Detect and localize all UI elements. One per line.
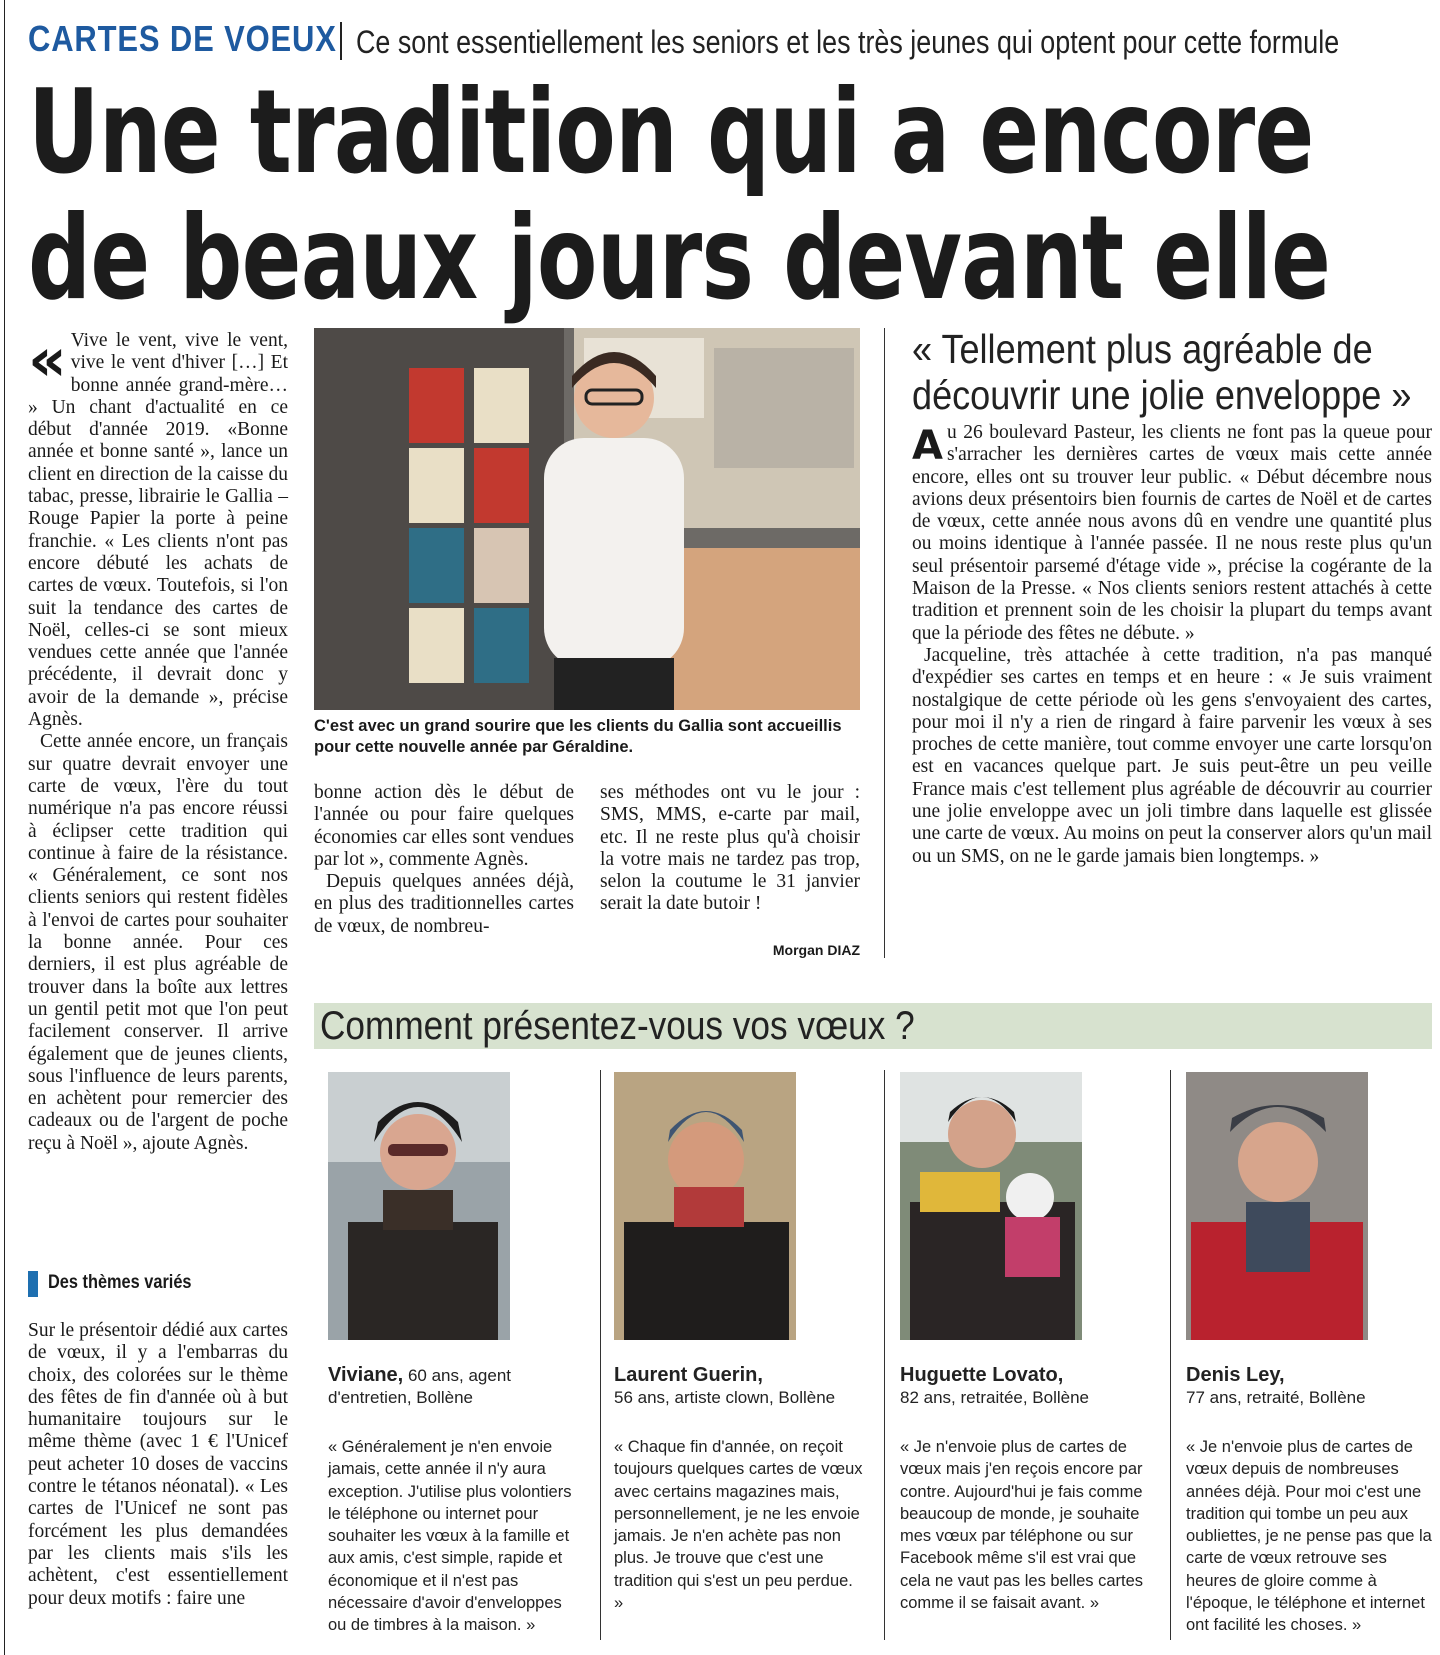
main-photo xyxy=(314,328,860,710)
drop-cap: A xyxy=(912,423,943,469)
article-column-2 xyxy=(314,782,574,938)
portrait-huguette-illustration xyxy=(900,1072,1082,1340)
person-1-info: 60 ans, agent d'entretien, Bollène xyxy=(328,1366,511,1407)
column-1-paragraph-2: Cette année encore, un français sur quatre devrait envoyer une carte de vœux, l'ère du tout numérique n'a pas encore réussi à éclipser cette tradition qui continue à faire de la résistance. « Généralement, ce sont nos clients seniors qui restent fidèles à l'envoi de cartes pour souhaiter la bonne année. Pour ces derniers, il est plus agréable de trouver dans la boîte aux lettres un gentil petit mot que l'on peut facilement conserver. Il arrive également que de jeunes clients, sous l'influence de leurs parents, en achètent pour remercier des cadeaux ou de l'argent de poche reçu à Noël », ajoute Agnès. xyxy=(28,731,288,1154)
article-column-3 xyxy=(600,782,860,916)
right-article xyxy=(912,422,1432,868)
right-column-divider xyxy=(884,328,885,958)
column-1-paragraph-1: « Vive le vent, vive le vent, vive le vent d'hiver […] Et bonne année grand-mère… » Un chant d'actualité en ce début d'année 2019. «Bonne année et bonne santé », lance un client en direction de la caisse du tabac, presse, librairie le Gallia – Rouge Papier la porte à peine franchie. « Les clients n'ont pas encore débuté les achats de cartes de vœux. Toutefois, si l'on suit la tendance des cartes de Noël, celles-ci se sont mieux vendues cette année que l'année précédente, il devrait donc y avoir de la demande », précise Agnès. xyxy=(28,325,288,731)
quote-headline-line-1: « Tellement plus agréable de xyxy=(912,326,1373,372)
column-2-paragraph-2: Depuis quelques années déjà, en plus des traditionnelles cartes de vœux, de nombreu- xyxy=(314,871,574,937)
vox-banner-title: Comment présentez-vous vos vœux ? xyxy=(320,1004,915,1048)
kicker-divider xyxy=(340,22,342,60)
portrait-laurent-illustration xyxy=(614,1072,796,1340)
vox-divider-3 xyxy=(1170,1070,1171,1640)
headline-line-1: Une tradition qui a encore xyxy=(28,65,1314,200)
column-1-paragraph-3: Sur le présentoir dédié aux cartes de vœux, il y a l'embarras du choix, des colorées sur le thème des fêtes de fin d'année où à but humanitaire toujours sur le même thème (avec 1 € l'Unicef peut acheter 10 doses de vaccins contre le tétanos néonatal). « Les cartes de l'Unicef ne sont pas forcément les plus demandées par les clients mais s'ils les achètent, c'est essentiellement pour deux motifs : faire une xyxy=(28,1320,288,1609)
person-4-name-text: Denis Ley, xyxy=(1186,1364,1285,1386)
person-2-name xyxy=(614,1364,864,1409)
quote-headline-line-2: découvrir une jolie enveloppe » xyxy=(912,372,1412,418)
kicker: CARTES DE VOEUX xyxy=(28,18,337,59)
main-photo-caption: C'est avec un grand sourire que les clients du Gallia sont accueillis pour cette nouvelle année par Géraldine. xyxy=(314,717,842,756)
portrait-laurent xyxy=(614,1072,796,1340)
byline: Morgan DIAZ xyxy=(772,942,860,958)
portrait-denis-illustration xyxy=(1186,1072,1368,1340)
person-3-quote: « Je n'envoie plus de cartes de vœux mais j'en reçois encore par contre. Aujourd'hui je fais comme beaucoup de monde, je souhaite mes vœux par téléphone ou sur Facebook même s'il est vrai que cela ne vaut pas les belles cartes comme il se faisait avant. » xyxy=(900,1438,1144,1613)
person-3-info: 82 ans, retraitée, Bollène xyxy=(900,1388,1090,1407)
page-left-rule xyxy=(4,0,5,1655)
person-4-name xyxy=(1186,1364,1436,1409)
drop-quote-mark: « xyxy=(28,325,67,395)
headline xyxy=(28,65,1331,326)
person-2-quote: « Chaque fin d'année, on reçoit toujours quelques cartes de vœux avec certains magazines mais, personnellement, je ne les envoie jamais. Je n'en achète pas non plus. Je trouve que c'est une tradition qui s'est un peu perdue. » xyxy=(614,1438,863,1613)
right-paragraph-1: Au 26 boulevard Pasteur, les clients ne font pas la queue pour s'arracher les dernières cartes de vœux mais cette année encore, elles ont su trouver leur public. « Début décembre nous avions deux présentoirs bien fournis de cartes de Noël et de cartes de vœux, cette année nous avons dû en vendre une quantité plus ou moins identique à l'année passée. Il ne nous reste plus qu'un seul présentoir parsemé d'étage vide », précise la cogérante de la Maison de la Presse. « Nos clients seniors restent attachés à cette tradition et prennent soin de les choisir la plupart du temps avant que la période des fêtes ne débute. » xyxy=(912,422,1432,644)
shop-photo-illustration xyxy=(314,328,860,710)
person-1-name xyxy=(328,1364,578,1409)
column-3-paragraph-1: ses méthodes ont vu le jour : SMS, MMS, e-carte par mail, etc. Il ne reste plus qu'à choisir la votre mais ne tardez pas trop, selon la coutume le 31 janvier serait la date butoir ! xyxy=(600,782,860,915)
person-3-name xyxy=(900,1364,1150,1409)
person-4-quote: « Je n'envoie plus de cartes de vœux depuis de nombreuses années déjà. Pour moi c'est une tradition qui tombe un peu aux oubliettes, je ne pense pas que la carte de vœux retrouve ses heures de gloire comme à l'époque, le téléphone et internet ont facilité les choses. » xyxy=(1186,1438,1432,1635)
person-4-info: 77 ans, retraité, Bollène xyxy=(1186,1388,1366,1407)
portrait-viviane-illustration xyxy=(328,1072,510,1340)
section-title: Des thèmes variés xyxy=(48,1272,192,1293)
column-2-paragraph-1: bonne action dès le début de l'année ou pour faire quelques économies car elles sont vendues par lot », commente Agnès. xyxy=(314,782,574,870)
portrait-viviane xyxy=(328,1072,510,1340)
person-2-name-text: Laurent Guerin, xyxy=(614,1364,763,1386)
person-2-info: 56 ans, artiste clown, Bollène xyxy=(614,1388,836,1407)
portrait-huguette xyxy=(900,1072,1082,1340)
person-1-name-text: Viviane, xyxy=(328,1364,404,1386)
right-paragraph-2: Jacqueline, très attachée à cette tradition, n'a pas manqué d'expédier ses cartes en temps et en heure : « Je suis vraiment nostalgique de cette période où les gens s'envoyaient des cartes, pour moi il n'y a rien de ringard à faire parvenir les vœux à ses proches de cette manière, tout comme envoyer une carte lorsqu'on est en vacances quelque part. Je suis peut-être un peu veille France mais c'est tellement plus agréable de découvrir au courrier une jolie enveloppe avec un joli timbre dans laquelle est glissée une carte de vœux. Au moins on peut la conserver alors qu'un mail ou un SMS, on ne le garde jamais bien longtemps. » xyxy=(912,644,1432,867)
article-column-1 xyxy=(28,325,288,1155)
subhead: Ce sont essentiellement les seniors et les très jeunes qui optent pour cette formule xyxy=(356,24,1340,60)
portrait-denis xyxy=(1186,1072,1368,1340)
person-1-quote: « Généralement je n'en envoie jamais, cette année il n'y aura exception. J'utilise plus volontiers le téléphone ou internet pour souhaiter les vœux à la famille et aux amis, c'est simple, rapide et économique et il n'est pas nécessaire d'avoir d'enveloppes ou de timbres à la maison. » xyxy=(328,1438,572,1635)
article-column-1-continued xyxy=(28,1320,288,1610)
headline-line-2: de beaux jours devant elle xyxy=(28,191,1331,326)
section-marker xyxy=(28,1271,38,1297)
vox-divider-2 xyxy=(884,1070,885,1640)
person-3-name-text: Huguette Lovato, xyxy=(900,1364,1064,1386)
quote-headline xyxy=(912,326,1411,418)
vox-divider-1 xyxy=(600,1070,601,1640)
